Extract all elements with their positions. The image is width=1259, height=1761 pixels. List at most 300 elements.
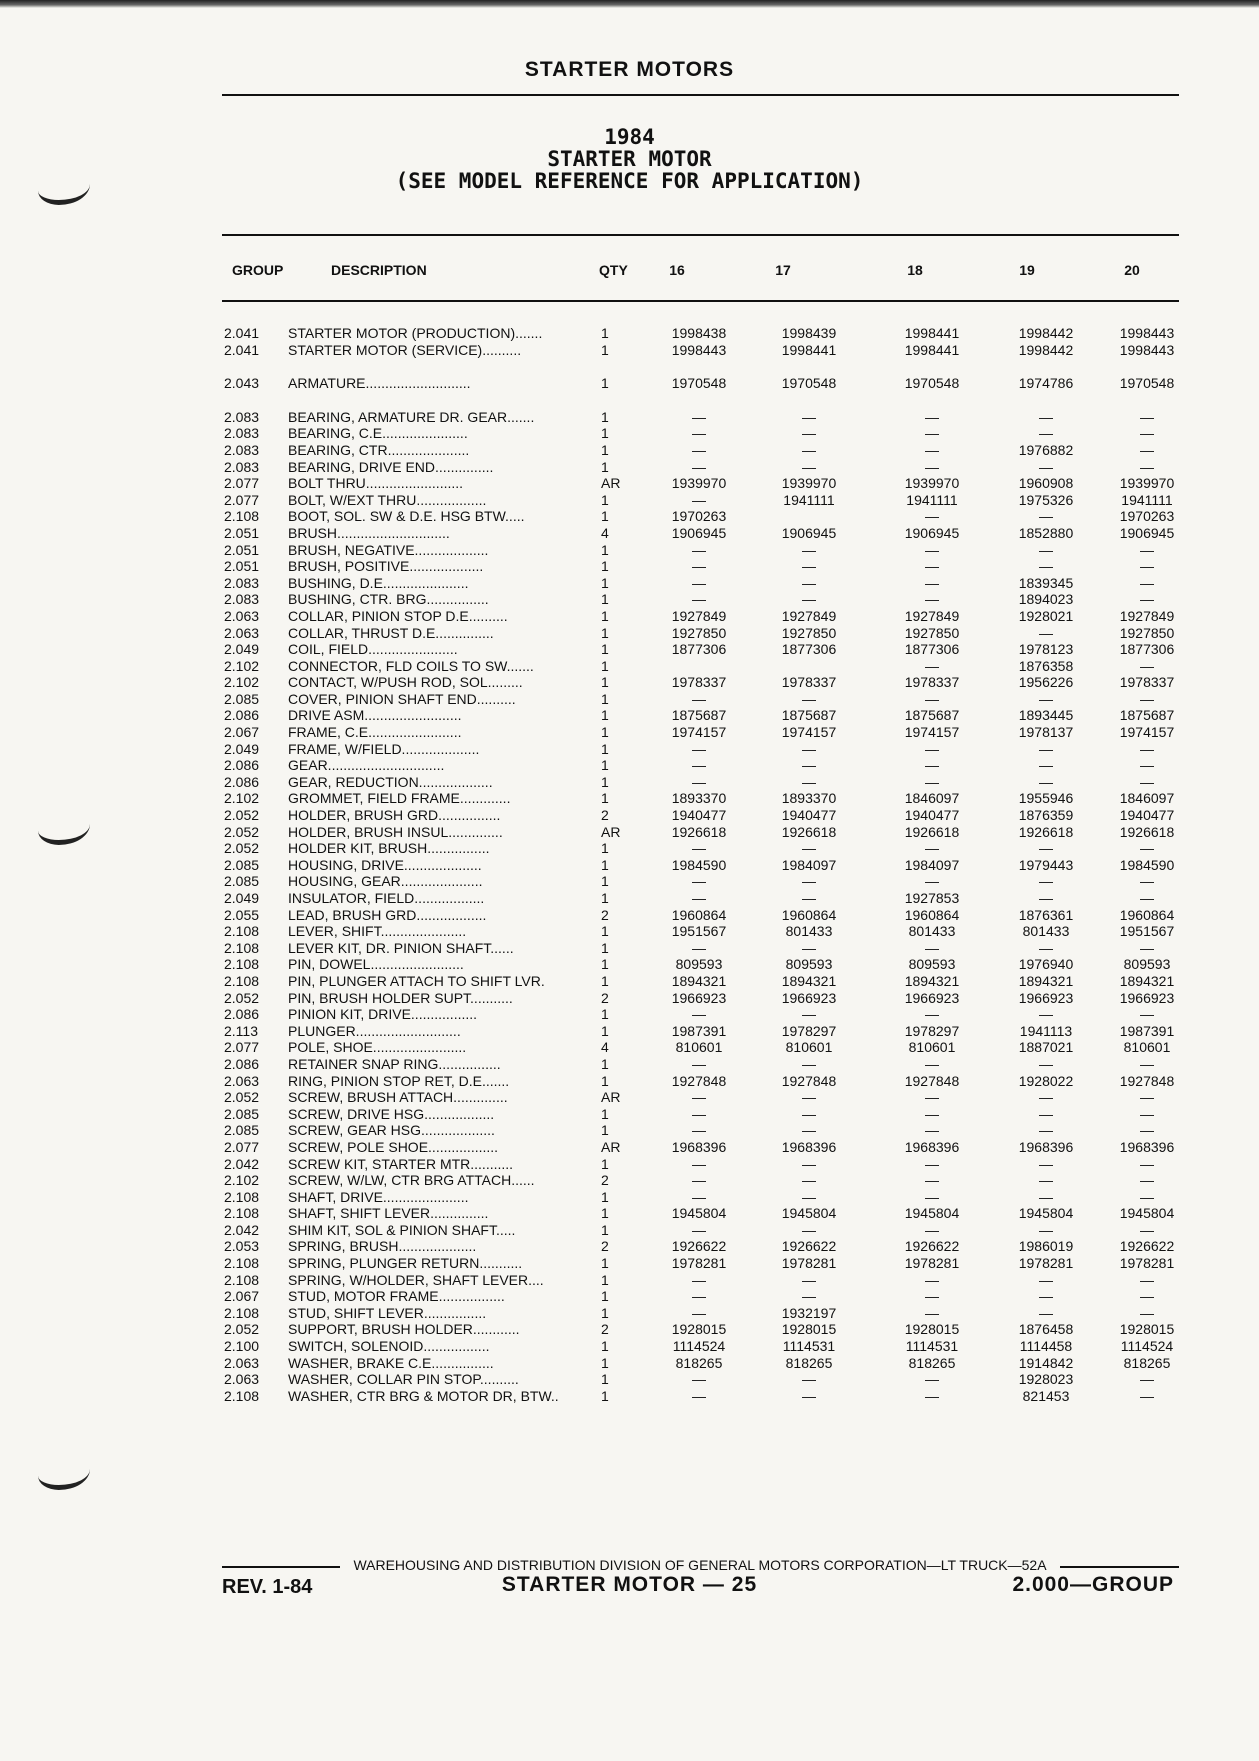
model-19-cell: — <box>1039 1155 1053 1172</box>
model-17-cell: — <box>802 773 816 790</box>
model-19-cell: — <box>1039 508 1053 525</box>
table-row <box>222 575 1203 592</box>
parts-table <box>222 325 1203 1404</box>
model-20-cell: — <box>1140 890 1154 906</box>
group-cell: 2.042 <box>224 1221 260 1238</box>
model-17-cell: — <box>802 591 816 608</box>
model-16-cell: 1978281 <box>671 1255 727 1272</box>
qty-cell: 1 <box>601 1155 609 1172</box>
qty-cell: 1 <box>601 1122 609 1139</box>
model-16-cell: 818265 <box>675 1354 723 1371</box>
qty-cell: 4 <box>601 524 609 541</box>
model-16-cell: 1928015 <box>671 1321 727 1338</box>
model-16-cell: 810601 <box>675 1039 723 1056</box>
model-16-cell: — <box>692 1006 706 1023</box>
qty-cell: 2 <box>601 807 609 824</box>
qty-cell: 1 <box>601 541 609 558</box>
qty-cell: 1 <box>601 425 609 442</box>
model-19-cell: 1928021 <box>1018 607 1074 624</box>
model-20-cell: 1927848 <box>1119 1072 1175 1089</box>
table-row <box>222 1106 1203 1123</box>
group-cell: 2.108 <box>224 923 260 940</box>
model-16-cell: 1951567 <box>671 923 727 940</box>
qty-cell: 1 <box>601 757 609 774</box>
group-number: 2.000—GROUP <box>1012 1573 1174 1596</box>
table-row <box>222 956 1203 973</box>
table-row <box>222 342 1203 359</box>
table-row <box>222 492 1203 509</box>
group-cell: 2.100 <box>224 1338 260 1355</box>
page-edge <box>0 0 1259 8</box>
model-20-cell: 810601 <box>1123 1039 1171 1056</box>
model-18-cell: 809593 <box>908 956 956 973</box>
description-cell: STUD, MOTOR FRAME................. <box>288 1288 505 1305</box>
model-18-cell: — <box>925 408 939 425</box>
group-cell: 2.108 <box>224 508 260 525</box>
qty-cell: AR <box>601 1138 621 1155</box>
description-cell: PINION KIT, DRIVE................. <box>288 1006 478 1023</box>
model-16-cell: — <box>692 890 706 906</box>
model-16-cell: — <box>692 1089 706 1106</box>
column-header-qty: QTY <box>599 262 628 278</box>
description-cell: CONNECTOR, FLD COILS TO SW....... <box>288 657 534 674</box>
table-row <box>222 741 1203 758</box>
model-18-cell: 1978337 <box>904 674 960 691</box>
qty-cell: 2 <box>601 989 609 1006</box>
model-19-cell: — <box>1039 773 1053 790</box>
qty-cell: 1 <box>601 558 609 575</box>
qty-cell: 2 <box>601 906 609 923</box>
model-18-cell: — <box>925 1105 939 1122</box>
table-row <box>222 1073 1203 1090</box>
page-title: STARTER MOTOR — 25 <box>501 1573 758 1596</box>
description-cell: SCREW, DRIVE HSG.................. <box>288 1105 495 1122</box>
model-16-cell: — <box>692 1122 706 1139</box>
description-cell: COIL, FIELD....................... <box>288 641 458 658</box>
spacer-cell <box>222 392 1203 409</box>
table-row <box>222 591 1203 608</box>
description-cell: RING, PINION STOP RET, D.E....... <box>288 1072 510 1089</box>
group-cell: 2.108 <box>224 1271 260 1288</box>
table-row <box>222 608 1203 625</box>
model-20-cell: — <box>1140 773 1154 790</box>
model-18-cell: — <box>925 458 939 475</box>
model-18-cell: — <box>925 425 939 442</box>
column-header-description: DESCRIPTION <box>331 262 427 278</box>
table-row <box>222 674 1203 691</box>
description-cell: BEARING, ARMATURE DR. GEAR....... <box>288 408 535 425</box>
model-19-cell: — <box>1039 425 1053 442</box>
model-16-cell: 1970263 <box>671 508 727 525</box>
model-16-cell: — <box>692 690 706 707</box>
model-20-cell: — <box>1140 840 1154 857</box>
group-cell: 2.102 <box>224 657 260 674</box>
model-20-cell: — <box>1140 441 1154 458</box>
model-16-cell: 1974157 <box>671 724 727 741</box>
description-cell: HOLDER, BRUSH INSUL.............. <box>288 823 503 840</box>
model-18-cell: 1998441 <box>904 325 960 341</box>
model-20-cell: 1939970 <box>1119 475 1175 492</box>
model-16-cell: — <box>692 574 706 591</box>
model-16-cell: — <box>692 1055 706 1072</box>
column-header-group: GROUP <box>232 262 284 278</box>
model-20-cell: — <box>1140 574 1154 591</box>
model-16-cell: — <box>692 1172 706 1189</box>
model-19-cell: 801433 <box>1022 923 1070 940</box>
description-cell: BRUSH, NEGATIVE................... <box>288 541 489 558</box>
model-17-cell: 1978281 <box>781 1255 837 1272</box>
column-header-model-17: 17 <box>775 262 791 278</box>
model-16-cell: — <box>692 591 706 608</box>
model-16-cell: — <box>692 1271 706 1288</box>
model-19-cell: 1894321 <box>1018 972 1074 989</box>
model-16-cell: — <box>692 939 706 956</box>
binder-hole-mark <box>38 1455 90 1490</box>
qty-cell: 1 <box>601 1188 609 1205</box>
model-17-cell: — <box>802 458 816 475</box>
model-18-cell: — <box>925 574 939 591</box>
group-cell: 2.077 <box>224 1138 260 1155</box>
model-19-cell: — <box>1039 1122 1053 1139</box>
table-row <box>222 724 1203 741</box>
model-16-cell: — <box>692 873 706 890</box>
model-16-cell: 1987391 <box>671 1022 727 1039</box>
model-20-cell: — <box>1140 690 1154 707</box>
model-20-cell: — <box>1140 1155 1154 1172</box>
model-16-cell: 1875687 <box>671 707 727 724</box>
qty-cell: 1 <box>601 1304 609 1321</box>
table-row <box>222 1156 1203 1173</box>
column-header-model-18: 18 <box>907 262 923 278</box>
group-cell: 2.052 <box>224 1321 260 1338</box>
table-spacer-row <box>222 358 1203 375</box>
qty-cell: 1 <box>601 574 609 591</box>
model-20-cell: — <box>1140 1188 1154 1205</box>
model-18-cell: — <box>925 773 939 790</box>
model-19-cell: 1976882 <box>1018 441 1074 458</box>
group-cell: 2.108 <box>224 939 260 956</box>
table-row <box>222 409 1203 426</box>
model-18-cell: 1877306 <box>904 641 960 658</box>
model-18-cell: — <box>925 1006 939 1023</box>
table-row <box>222 525 1203 542</box>
model-19-cell: 1876359 <box>1018 807 1074 824</box>
description-cell: RETAINER SNAP RING................ <box>288 1055 501 1072</box>
model-16-cell: 1926622 <box>671 1238 727 1255</box>
model-20-cell: 1960864 <box>1119 906 1175 923</box>
qty-cell: 1 <box>601 1354 609 1371</box>
table-row <box>222 641 1203 658</box>
model-18-cell: 1945804 <box>904 1205 960 1222</box>
qty-cell: AR <box>601 823 621 840</box>
table-row <box>222 873 1203 890</box>
group-cell: 2.083 <box>224 574 260 591</box>
model-20-cell: 1927849 <box>1119 607 1175 624</box>
description-cell: FRAME, W/FIELD.................... <box>288 740 480 757</box>
model-17-cell: — <box>802 408 816 425</box>
table-row <box>222 625 1203 642</box>
table-row <box>222 1089 1203 1106</box>
table-row <box>222 923 1203 940</box>
table-row <box>222 1222 1203 1239</box>
description-cell: DRIVE ASM......................... <box>288 707 462 724</box>
model-18-cell: 1970548 <box>904 375 960 392</box>
qty-cell: 1 <box>601 840 609 857</box>
model-17-cell: 1998439 <box>781 325 837 341</box>
model-20-cell: 1945804 <box>1119 1205 1175 1222</box>
model-18-cell: 1941111 <box>906 491 958 508</box>
description-cell: LEAD, BRUSH GRD.................. <box>288 906 487 923</box>
model-20-cell: — <box>1140 1371 1154 1388</box>
model-17-cell <box>755 658 863 675</box>
model-19-cell: 1955946 <box>1018 790 1074 807</box>
model-19-cell: 1928023 <box>1018 1371 1074 1388</box>
table-row <box>222 973 1203 990</box>
model-16-cell: 1966923 <box>671 989 727 1006</box>
qty-cell: 1 <box>601 939 609 956</box>
description-cell: WASHER, COLLAR PIN STOP.......... <box>288 1371 519 1388</box>
group-cell: 2.108 <box>224 1255 260 1272</box>
model-20-cell: — <box>1140 1105 1154 1122</box>
table-row <box>222 1039 1203 1056</box>
model-18-cell: — <box>925 1155 939 1172</box>
group-cell: 2.083 <box>224 441 260 458</box>
model-16-cell: — <box>692 757 706 774</box>
model-18-cell: 1978297 <box>904 1022 960 1039</box>
qty-cell: 1 <box>601 740 609 757</box>
model-19-cell: — <box>1039 1271 1053 1288</box>
description-cell: GEAR.............................. <box>288 757 445 774</box>
model-19-cell: — <box>1039 458 1053 475</box>
model-16-cell: — <box>692 1155 706 1172</box>
group-cell: 2.052 <box>224 840 260 857</box>
description-cell: COLLAR, THRUST D.E............... <box>288 624 494 641</box>
table-row <box>222 1205 1203 1222</box>
model-19-cell: — <box>1039 1221 1053 1238</box>
qty-cell: 1 <box>601 956 609 973</box>
model-16-cell: 1927848 <box>671 1072 727 1089</box>
table-row <box>222 1006 1203 1023</box>
description-cell: SHIM KIT, SOL & PINION SHAFT..... <box>288 1221 516 1238</box>
model-18-cell: — <box>925 1122 939 1139</box>
model-19-cell: — <box>1039 1288 1053 1305</box>
model-18-cell: 1966923 <box>904 989 960 1006</box>
qty-cell: 1 <box>601 890 609 906</box>
model-19-cell: 1852880 <box>1018 524 1074 541</box>
model-19-cell: — <box>1039 1304 1053 1321</box>
qty-cell: 1 <box>601 674 609 691</box>
model-17-cell: — <box>802 1371 816 1388</box>
group-cell: 2.085 <box>224 873 260 890</box>
model-17-cell: — <box>802 1055 816 1072</box>
column-header-model-19: 19 <box>1019 262 1035 278</box>
description-cell: BEARING, DRIVE END............... <box>288 458 494 475</box>
model-19-cell: — <box>1039 1055 1053 1072</box>
model-20-cell: — <box>1140 1055 1154 1072</box>
qty-cell: 2 <box>601 1172 609 1189</box>
model-18-cell: 1846097 <box>904 790 960 807</box>
group-cell: 2.067 <box>224 724 260 741</box>
model-17-cell: — <box>802 1105 816 1122</box>
table-row <box>222 1139 1203 1156</box>
qty-cell: 1 <box>601 790 609 807</box>
model-17-cell: — <box>802 890 816 906</box>
qty-cell: 1 <box>601 724 609 741</box>
qty-cell: 1 <box>601 1072 609 1089</box>
model-20-cell: 1846097 <box>1119 790 1175 807</box>
model-18-cell: — <box>925 1221 939 1238</box>
qty-cell: 1 <box>601 707 609 724</box>
spacer-cell <box>222 358 1203 375</box>
description-cell: WASHER, BRAKE C.E................ <box>288 1354 494 1371</box>
qty-cell: 1 <box>601 1055 609 1072</box>
model-18-cell: — <box>925 558 939 575</box>
qty-cell: 1 <box>601 607 609 624</box>
model-17-cell: 809593 <box>785 956 833 973</box>
group-cell: 2.077 <box>224 475 260 492</box>
column-header-model-20: 20 <box>1124 262 1140 278</box>
group-cell: 2.063 <box>224 1072 260 1089</box>
group-cell: 2.086 <box>224 1055 260 1072</box>
model-18-cell: 1894321 <box>904 972 960 989</box>
model-18-cell: — <box>925 1089 939 1106</box>
model-19-cell: 1876361 <box>1018 906 1074 923</box>
qty-cell: 1 <box>601 1022 609 1039</box>
model-16-cell: — <box>692 740 706 757</box>
model-20-cell: — <box>1140 1221 1154 1238</box>
model-17-cell: — <box>802 757 816 774</box>
model-17-cell: — <box>802 1006 816 1023</box>
group-cell: 2.083 <box>224 591 260 608</box>
group-cell: 2.102 <box>224 790 260 807</box>
model-16-cell: 1940477 <box>671 807 727 824</box>
table-row <box>222 1338 1203 1355</box>
model-17-cell: — <box>802 840 816 857</box>
model-20-cell: — <box>1140 1172 1154 1189</box>
table-row <box>222 475 1203 492</box>
group-cell: 2.043 <box>224 375 260 392</box>
qty-cell: 1 <box>601 341 609 358</box>
model-17-cell: 1875687 <box>781 707 837 724</box>
group-cell: 2.052 <box>224 989 260 1006</box>
title-name: STARTER MOTOR <box>547 147 712 171</box>
model-16-cell: 1960864 <box>671 906 727 923</box>
qty-cell: 1 <box>601 1371 609 1388</box>
model-20-cell: 1875687 <box>1119 707 1175 724</box>
model-20-cell: 1984590 <box>1119 856 1175 873</box>
model-20-cell: — <box>1140 425 1154 442</box>
model-16-cell: 1998438 <box>671 325 727 341</box>
model-20-cell: — <box>1140 408 1154 425</box>
model-18-cell: — <box>925 1172 939 1189</box>
qty-cell: 1 <box>601 1255 609 1272</box>
table-row <box>222 325 1203 342</box>
model-19-cell: — <box>1039 740 1053 757</box>
description-cell: SCREW, W/LW, CTR BRG ATTACH...... <box>288 1172 535 1189</box>
revision-label: REV. 1-84 <box>222 1576 313 1598</box>
model-20-cell: 1968396 <box>1119 1138 1175 1155</box>
description-cell: HOUSING, GEAR..................... <box>288 873 483 890</box>
table-row <box>222 1272 1203 1289</box>
model-20-cell: 1966923 <box>1119 989 1175 1006</box>
model-17-cell: 1945804 <box>781 1205 837 1222</box>
group-cell: 2.085 <box>224 856 260 873</box>
model-17-cell: 1978337 <box>781 674 837 691</box>
table-row <box>222 774 1203 791</box>
model-16-cell <box>643 658 755 675</box>
qty-cell: 1 <box>601 1205 609 1222</box>
model-20-cell: 1987391 <box>1119 1022 1175 1039</box>
model-19-cell: 1876358 <box>1018 657 1074 674</box>
qty-cell: 1 <box>601 1006 609 1023</box>
description-cell: SPRING, W/HOLDER, SHAFT LEVER.... <box>288 1271 544 1288</box>
model-19-cell: 1978137 <box>1018 724 1074 741</box>
title-year: 1984 <box>604 125 655 149</box>
description-cell: BOLT THRU......................... <box>288 475 464 492</box>
description-cell: BUSHING, D.E...................... <box>288 574 469 591</box>
model-20-cell: 1941111 <box>1121 491 1173 508</box>
model-17-cell: — <box>802 740 816 757</box>
model-17-cell: 1894321 <box>781 972 837 989</box>
group-cell: 2.113 <box>224 1022 258 1039</box>
model-18-cell: — <box>925 508 939 525</box>
description-cell: STARTER MOTOR (SERVICE).......... <box>288 341 522 358</box>
footer-rule-right <box>1060 1566 1179 1568</box>
description-cell: PLUNGER........................... <box>288 1022 461 1039</box>
description-cell: STUD, SHIFT LEVER................ <box>288 1304 487 1321</box>
group-cell: 2.063 <box>224 624 260 641</box>
binder-hole-mark <box>38 810 90 845</box>
model-17-cell: 1926618 <box>781 823 837 840</box>
model-16-cell: 1998443 <box>671 341 727 358</box>
table-row <box>222 1056 1203 1073</box>
model-20-cell: 1998443 <box>1119 325 1175 341</box>
qty-cell: 1 <box>601 508 609 525</box>
model-19-cell: 1926618 <box>1018 823 1074 840</box>
qty-cell: 1 <box>601 591 609 608</box>
model-19-cell: — <box>1039 541 1053 558</box>
footer-division: WAREHOUSING AND DISTRIBUTION DIVISION OF GENERAL MOTORS CORPORATION—LT TRUCK—52A <box>353 1557 1047 1573</box>
model-18-cell: 1927848 <box>904 1072 960 1089</box>
table-row <box>222 1305 1203 1322</box>
group-cell: 2.083 <box>224 458 260 475</box>
model-20-cell: 1114524 <box>1120 1338 1174 1355</box>
model-17-cell: — <box>802 1271 816 1288</box>
description-cell: SCREW, POLE SHOE.................. <box>288 1138 499 1155</box>
model-18-cell: 1968396 <box>904 1138 960 1155</box>
table-row <box>222 1189 1203 1206</box>
model-18-cell: — <box>925 591 939 608</box>
model-19-cell: 1976940 <box>1018 956 1074 973</box>
model-19-cell: 1945804 <box>1018 1205 1074 1222</box>
model-17-cell: 1939970 <box>781 475 837 492</box>
model-19-cell: — <box>1039 873 1053 890</box>
group-cell: 2.052 <box>224 807 260 824</box>
model-17-cell: — <box>802 541 816 558</box>
model-17-cell: 1998441 <box>781 341 837 358</box>
model-16-cell: — <box>692 1288 706 1305</box>
description-cell: COVER, PINION SHAFT END.......... <box>288 690 516 707</box>
model-17-cell: 1978297 <box>781 1022 837 1039</box>
model-16-cell: — <box>692 458 706 475</box>
description-cell: FRAME, C.E........................ <box>288 724 462 741</box>
model-19-cell: 1914842 <box>1018 1354 1074 1371</box>
model-20-cell: 1998443 <box>1119 341 1175 358</box>
model-19-cell: — <box>1039 1172 1053 1189</box>
model-16-cell: 1970548 <box>671 375 727 392</box>
model-16-cell: 1927849 <box>671 607 727 624</box>
group-cell: 2.055 <box>224 906 260 923</box>
